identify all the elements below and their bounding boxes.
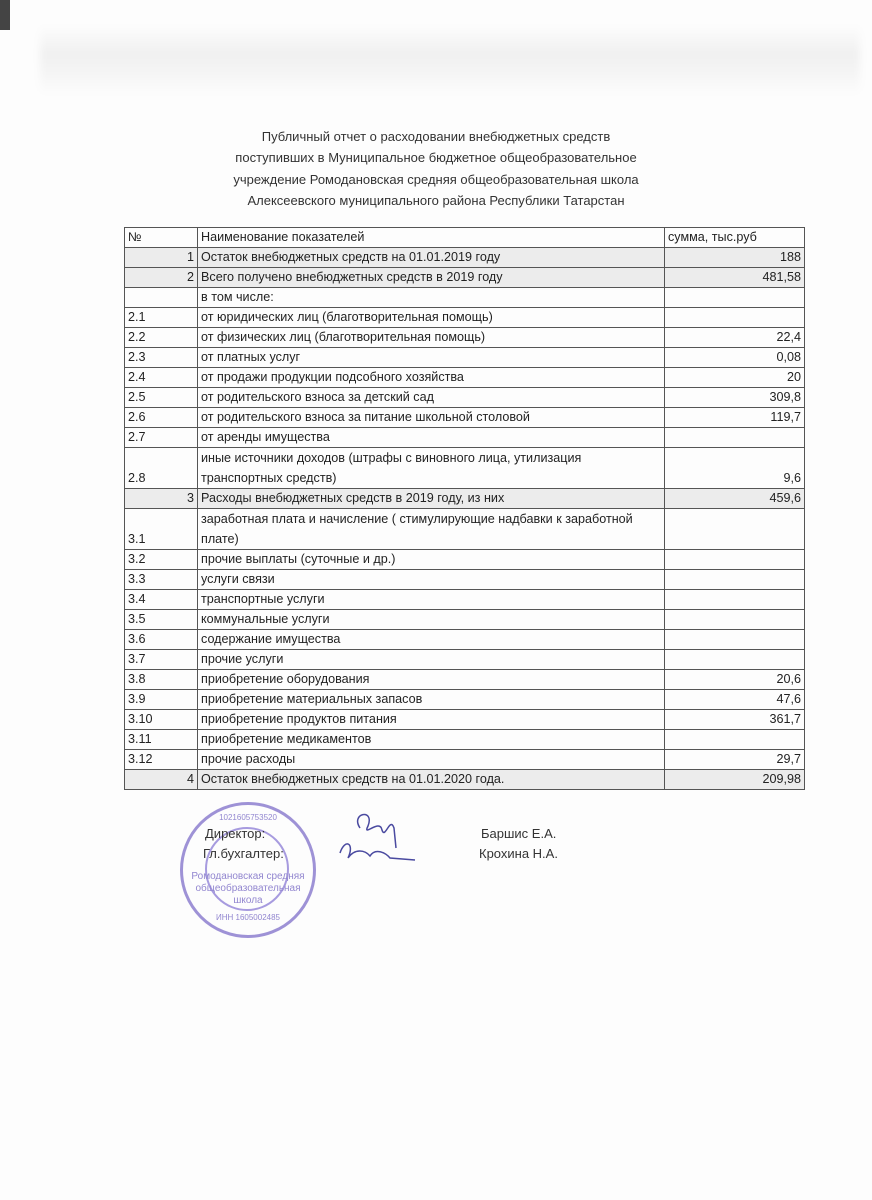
row-sum: 459,6	[665, 489, 805, 509]
row-name: Расходы внебюджетных средств в 2019 году, из них	[198, 489, 665, 509]
row-number: 2.6	[125, 408, 198, 428]
row-sum	[665, 288, 805, 308]
table-row	[125, 288, 805, 308]
row-number: 2.7	[125, 428, 198, 448]
table-row	[125, 710, 805, 730]
row-number: 3.3	[125, 570, 198, 590]
title-line: Публичный отчет о расходовании внебюджетных средств	[261, 129, 611, 144]
row-sum: 29,7	[665, 750, 805, 770]
row-number	[125, 288, 198, 308]
table-row	[125, 630, 805, 650]
table-row	[125, 570, 805, 590]
table-row	[125, 368, 805, 388]
scan-edge	[0, 0, 10, 30]
row-number: 3.10	[125, 710, 198, 730]
row-number: 3.5	[125, 610, 198, 630]
handwritten-signature	[330, 808, 420, 868]
header-name: Наименование показателей	[198, 228, 665, 248]
table-row	[125, 650, 805, 670]
row-number: 1	[125, 248, 198, 268]
document-title	[0, 126, 872, 211]
row-sum	[665, 570, 805, 590]
table-header-row	[125, 228, 805, 248]
table-row	[125, 509, 805, 550]
row-name: от продажи продукции подсобного хозяйства	[198, 368, 665, 388]
row-sum	[665, 509, 805, 550]
row-sum	[665, 730, 805, 750]
row-sum: 9,6	[665, 448, 805, 489]
row-sum	[665, 550, 805, 570]
title-line: поступивших в Муниципальное бюджетное общеобразовательное	[235, 150, 637, 166]
row-sum: 20	[665, 368, 805, 388]
table-row	[125, 770, 805, 790]
table-row	[125, 248, 805, 268]
row-number: 3.8	[125, 670, 198, 690]
row-number: 3.7	[125, 650, 198, 670]
stamp-text: Ромодановская средняя общеобразовательная школа	[191, 871, 305, 906]
row-number: 3.9	[125, 690, 198, 710]
table-row	[125, 670, 805, 690]
row-name: от платных услуг	[198, 348, 665, 368]
official-stamp	[180, 802, 316, 938]
row-name: иные источники доходов (штрафы с виновного лица, утилизация транспортных средств)	[198, 448, 665, 489]
row-number: 4	[125, 770, 198, 790]
row-sum: 188	[665, 248, 805, 268]
row-name: в том числе:	[198, 288, 665, 308]
title-line: учреждение Ромодановская средняя общеобразовательная школа	[233, 171, 639, 187]
row-number: 2.1	[125, 308, 198, 328]
row-name: Всего получено внебюджетных средств в 2019 году	[198, 268, 665, 288]
row-number: 2.3	[125, 348, 198, 368]
row-sum: 361,7	[665, 710, 805, 730]
row-sum: 119,7	[665, 408, 805, 428]
table-row	[125, 750, 805, 770]
row-name: содержание имущества	[198, 630, 665, 650]
table-row	[125, 328, 805, 348]
header-sum: сумма, тыс.руб	[665, 228, 805, 248]
table-row	[125, 489, 805, 509]
row-number: 2.4	[125, 368, 198, 388]
row-sum	[665, 630, 805, 650]
row-number: 2	[125, 268, 198, 288]
row-name: прочие расходы	[198, 750, 665, 770]
row-number: 2.2	[125, 328, 198, 348]
stamp-inn: ИНН 1605002485	[215, 913, 281, 922]
row-name: приобретение материальных запасов	[198, 690, 665, 710]
row-sum: 47,6	[665, 690, 805, 710]
stamp-ogrn: 1021605753520	[219, 813, 277, 822]
header-number: №	[125, 228, 198, 248]
table-row	[125, 408, 805, 428]
table-row	[125, 428, 805, 448]
row-sum: 22,4	[665, 328, 805, 348]
table-row	[125, 730, 805, 750]
row-sum	[665, 428, 805, 448]
row-name: коммунальные услуги	[198, 610, 665, 630]
row-name: Остаток внебюджетных средств на 01.01.2020 года.	[198, 770, 665, 790]
table-row	[125, 448, 805, 489]
accountant-label: Гл.бухгалтер:	[203, 846, 284, 861]
row-sum	[665, 610, 805, 630]
row-sum: 209,98	[665, 770, 805, 790]
table-row	[125, 308, 805, 328]
table-row	[125, 610, 805, 630]
row-sum: 20,6	[665, 670, 805, 690]
row-number: 2.5	[125, 388, 198, 408]
table-row	[125, 690, 805, 710]
row-name: от юридических лиц (благотворительная помощь)	[198, 308, 665, 328]
row-name: от аренды имущества	[198, 428, 665, 448]
row-number: 3.6	[125, 630, 198, 650]
row-name: приобретение медикаментов	[198, 730, 665, 750]
row-name: приобретение продуктов питания	[198, 710, 665, 730]
row-number: 3.12	[125, 750, 198, 770]
row-name: транспортные услуги	[198, 590, 665, 610]
row-name: от родительского взноса за питание школьной столовой	[198, 408, 665, 428]
title-line: Алексеевского муниципального района Республики Татарстан	[247, 192, 625, 208]
table-row	[125, 550, 805, 570]
row-name: от родительского взноса за детский сад	[198, 388, 665, 408]
row-sum: 309,8	[665, 388, 805, 408]
row-number: 3	[125, 489, 198, 509]
row-number: 3.2	[125, 550, 198, 570]
row-sum	[665, 308, 805, 328]
accountant-name: Крохина Н.А.	[479, 846, 558, 861]
row-sum	[665, 590, 805, 610]
row-number: 3.4	[125, 590, 198, 610]
scan-artifact-band	[40, 25, 860, 95]
table-row	[125, 590, 805, 610]
table-row	[125, 348, 805, 368]
row-number: 3.1	[125, 509, 198, 550]
row-name: заработная плата и начисление ( стимулирующие надбавки к заработной плате)	[198, 509, 665, 550]
row-sum: 0,08	[665, 348, 805, 368]
row-name: услуги связи	[198, 570, 665, 590]
director-label: Директор:	[205, 826, 266, 841]
table-row	[125, 388, 805, 408]
director-name: Баршис Е.А.	[481, 826, 557, 841]
row-name: прочие услуги	[198, 650, 665, 670]
row-number: 2.8	[125, 448, 198, 489]
expense-report-table	[124, 227, 805, 790]
row-name: Остаток внебюджетных средств на 01.01.2019 году	[198, 248, 665, 268]
row-number: 3.11	[125, 730, 198, 750]
table-row	[125, 268, 805, 288]
row-sum: 481,58	[665, 268, 805, 288]
row-name: от физических лиц (благотворительная помощь)	[198, 328, 665, 348]
row-name: приобретение оборудования	[198, 670, 665, 690]
row-sum	[665, 650, 805, 670]
row-name: прочие выплаты (суточные и др.)	[198, 550, 665, 570]
